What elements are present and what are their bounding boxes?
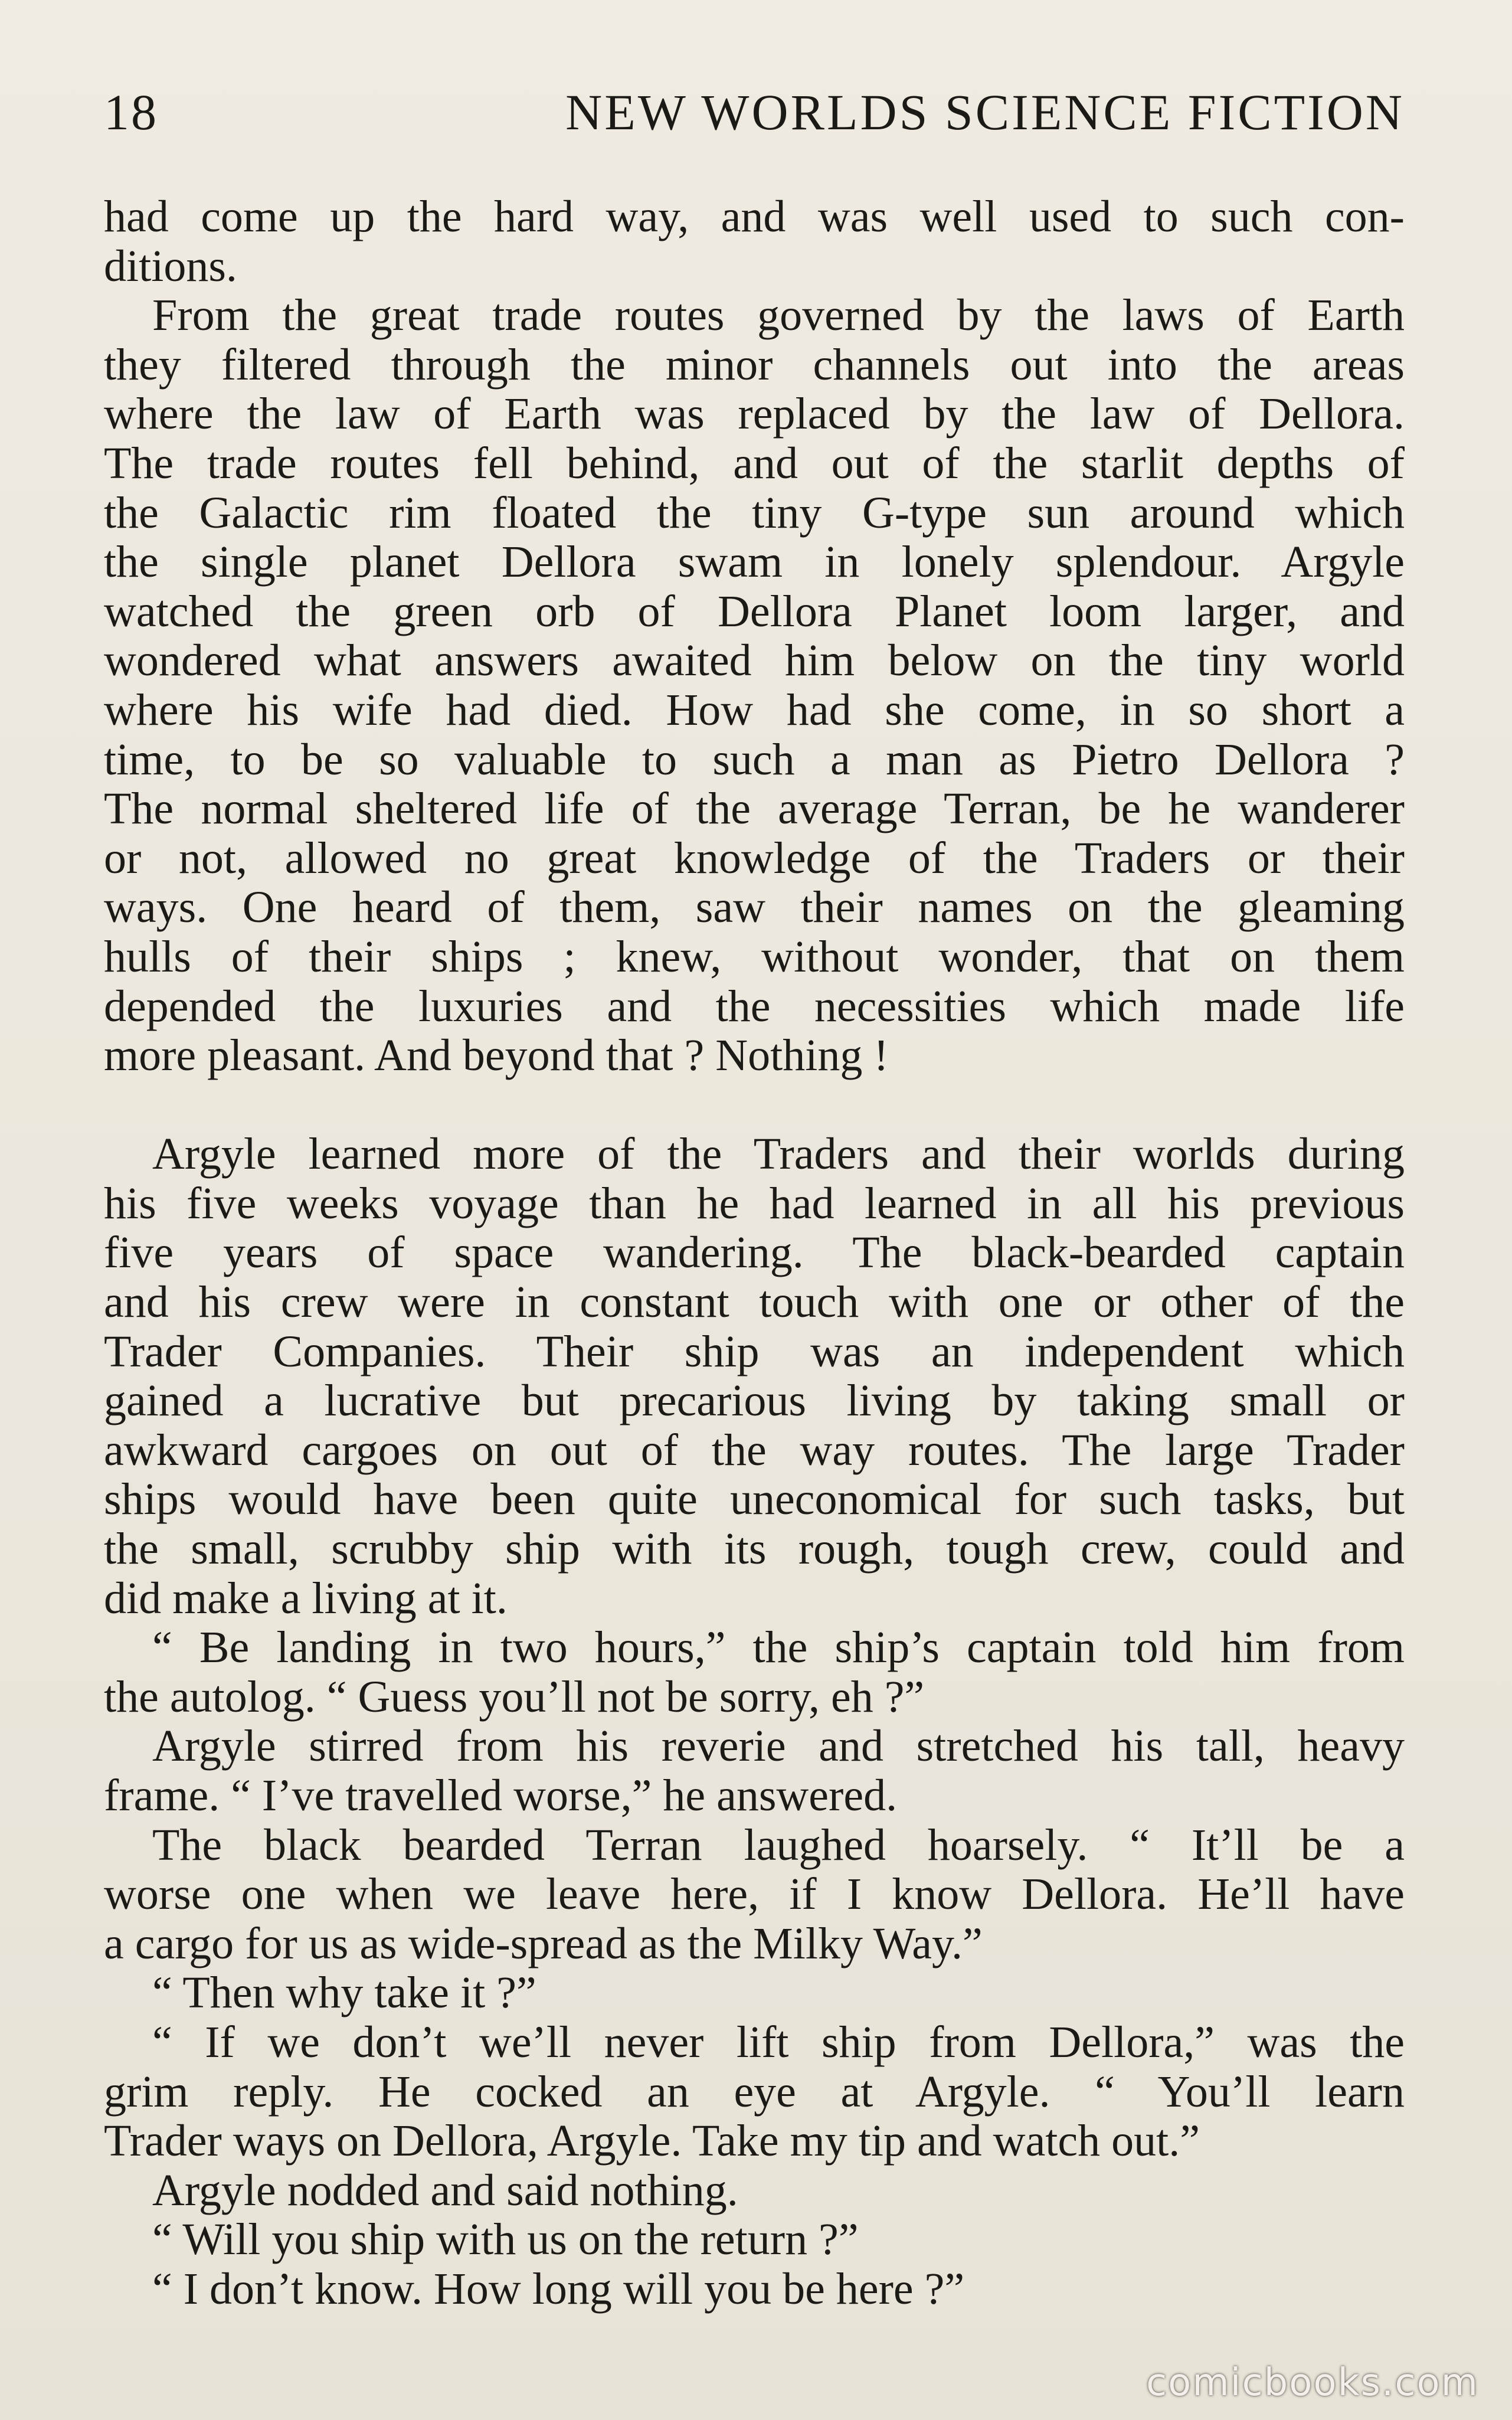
text-line: the Galactic rim floated the tiny G-type sun around which (104, 488, 1405, 538)
body-text (104, 192, 1405, 2314)
text-line: Argyle nodded and said nothing. (152, 2165, 738, 2215)
text-line: Trader Companies. Their ship was an independent which (104, 1326, 1405, 1376)
text-line: hulls of their ships ; knew, without wonder, that on them (104, 931, 1405, 982)
text-line: Argyle learned more of the Traders and their worlds during (152, 1129, 1405, 1179)
text-line: Argyle stirred from his reverie and stretched his tall, heavy (152, 1721, 1405, 1771)
text-line: Trader ways on Dellora, Argyle. Take my tip and watch out.” (104, 2116, 1200, 2166)
text-line: The trade routes fell behind, and out of the starlit depths of (104, 438, 1405, 488)
section-break (104, 1081, 1405, 1130)
page-header (104, 83, 1405, 153)
text-line: From the great trade routes governed by the laws of Earth (152, 290, 1405, 341)
text-line: ships would have been quite uneconomical for such tasks, but (104, 1474, 1405, 1525)
text-line: ways. One heard of them, saw their names on the gleaming (104, 882, 1405, 933)
text-line: frame. “ I’ve travelled worse,” he answered. (104, 1771, 898, 1820)
text-line: “ Be landing in two hours,” the ship’s captain told him from (152, 1623, 1405, 1673)
text-line: The normal sheltered life of the average Terran, be he wanderer (104, 784, 1405, 834)
text-line: where the law of Earth was replaced by the law of Dellora. (104, 389, 1405, 439)
text-line: watched the green orb of Dellora Planet loom larger, and (104, 586, 1405, 636)
text-line: they filtered through the minor channels out into the areas (104, 339, 1405, 390)
page-number: 18 (104, 84, 158, 140)
text-line: awkward cargoes on out of the way routes. The large Trader (104, 1425, 1405, 1475)
text-line: “ I don’t know. How long will you be here ?” (152, 2264, 965, 2314)
text-line: the single planet Dellora swam in lonely splendour. Argyle (104, 537, 1405, 587)
text-line: wondered what answers awaited him below on the tiny world (104, 636, 1405, 686)
text-line: five years of space wandering. The black-bearded captain (104, 1228, 1405, 1278)
text-line: where his wife had died. How had she come, in so short a (104, 685, 1405, 735)
text-line: the small, scrubby ship with its rough, tough crew, could and (104, 1524, 1405, 1574)
text-line: “ Then why take it ?” (152, 1968, 536, 2018)
running-head: NEW WORLDS SCIENCE FICTION (565, 84, 1405, 140)
text-line: his five weeks voyage than he had learned in all his previous (104, 1178, 1405, 1228)
text-line: a cargo for us as wide-spread as the Milky Way.” (104, 1918, 983, 1968)
text-line: The black bearded Terran laughed hoarsely. “ It’ll be a (152, 1820, 1405, 1870)
text-line: or not, allowed no great knowledge of the Traders or their (104, 833, 1405, 883)
text-line: depended the luxuries and the necessities which made life (104, 981, 1405, 1031)
text-line: the autolog. “ Guess you’ll not be sorry, eh ?” (104, 1672, 925, 1722)
text-line: worse one when we leave here, if I know Dellora. He’ll have (104, 1869, 1405, 1919)
text-line: grim reply. He cocked an eye at Argyle. “ You’ll learn (104, 2066, 1405, 2117)
text-line: “ If we don’t we’ll never lift ship from Dellora,” was the (152, 2017, 1405, 2067)
text-line: and his crew were in constant touch with one or other of the (104, 1277, 1405, 1327)
text-line: did make a living at it. (104, 1573, 508, 1623)
text-line: ditions. (104, 241, 237, 291)
text-line: gained a lucrative but precarious living by taking small or (104, 1376, 1405, 1426)
text-line: “ Will you ship with us on the return ?” (152, 2215, 859, 2265)
text-line: had come up the hard way, and was well used to such con- (104, 192, 1405, 241)
text-line: more pleasant. And beyond that ? Nothing ! (104, 1031, 889, 1081)
watermark: comicbooks.com (1146, 2361, 1479, 2405)
text-line: time, to be so valuable to such a man as Pietro Dellora ? (104, 734, 1405, 784)
